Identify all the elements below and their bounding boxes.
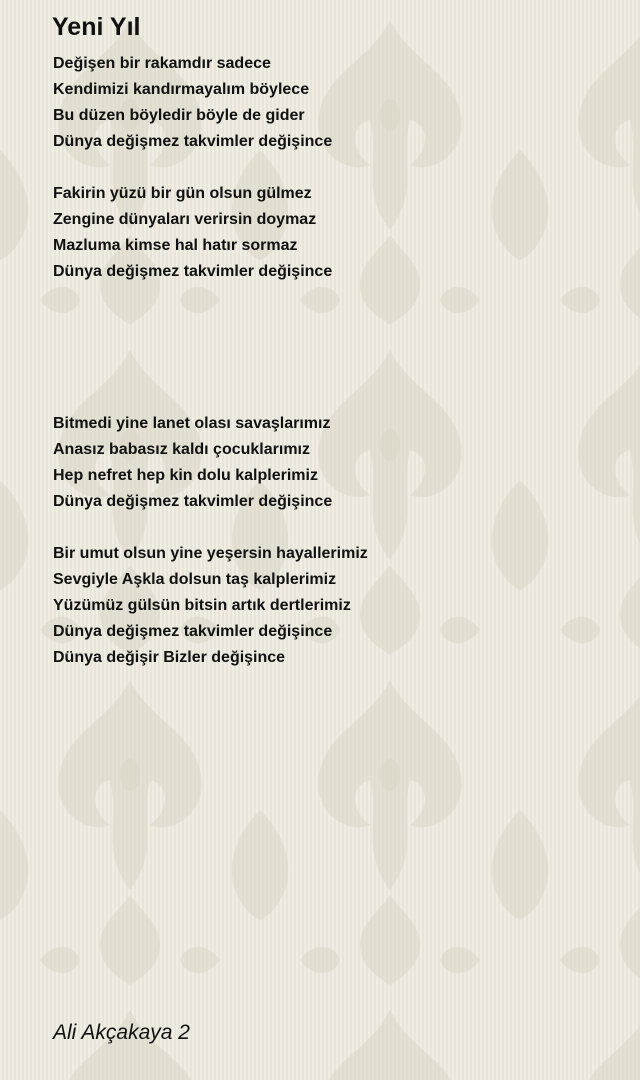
poem-line: Dünya değişmez takvimler değişince (53, 263, 333, 280)
poem-line: Dünya değişmez takvimler değişince (53, 623, 333, 640)
poem-line: Mazluma kimse hal hatır sormaz (53, 237, 298, 254)
poem-line: Bu düzen böyledir böyle de gider (53, 107, 305, 124)
poem-title: Yeni Yıl (52, 13, 141, 41)
poem-author: Ali Akçakaya 2 (53, 1021, 190, 1044)
poem-line: Yüzümüz gülsün bitsin artık dertlerimiz (53, 597, 351, 614)
poem-line: Zengine dünyaları verirsin doymaz (53, 211, 317, 228)
poem-line: Bir umut olsun yine yeşersin hayallerimiz (53, 545, 368, 562)
poem-line: Dünya değişmez takvimler değişince (53, 133, 333, 150)
poem-line: Fakirin yüzü bir gün olsun gülmez (53, 185, 312, 202)
poem-line: Hep nefret hep kin dolu kalplerimiz (53, 467, 318, 484)
poem-line: Sevgiyle Aşkla dolsun taş kalplerimiz (53, 571, 337, 588)
poem-line: Dünya değişir Bizler değişince (53, 649, 286, 666)
poem-line: Kendimizi kandırmayalım böylece (53, 81, 310, 98)
poem-line: Bitmedi yine lanet olası savaşlarımız (53, 415, 331, 432)
poem-line: Anasız babasız kaldı çocuklarımız (53, 441, 310, 458)
poem-line: Dünya değişmez takvimler değişince (53, 493, 333, 510)
poem-line: Değişen bir rakamdır sadece (53, 55, 271, 72)
